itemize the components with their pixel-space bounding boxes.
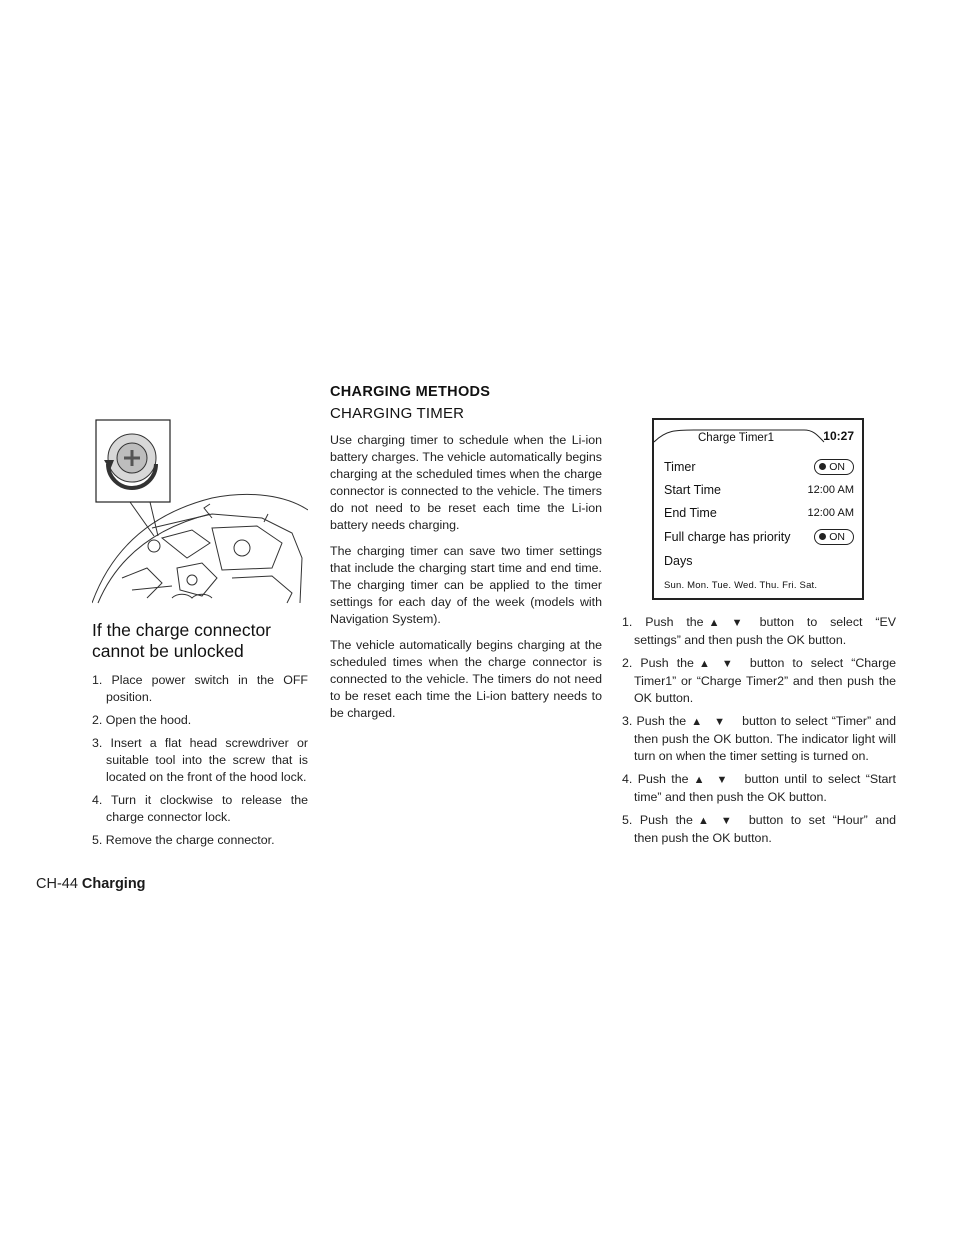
paragraph: The charging timer can save two timer settings that include the charging start time and end time. The charging timer can be applied to the timer settings for each day of the week (models with Navigation System).: [330, 544, 602, 626]
step-number: 3.: [622, 714, 633, 728]
left-column: [92, 418, 308, 855]
row-value: 12:00 AM: [807, 484, 854, 496]
charge-connector-lock-illustration: [92, 418, 308, 606]
step-text: Push the: [636, 714, 687, 728]
section-name: Charging: [81, 876, 146, 892]
step-text: Push the: [637, 772, 689, 786]
priority-on-indicator: ON: [814, 529, 854, 545]
start-time-row: [664, 481, 854, 501]
triangle-down-icon: ▼: [731, 617, 755, 629]
row-label: Timer: [664, 460, 696, 474]
step-number: 2.: [622, 656, 633, 670]
charging-timer-heading: CHARGING TIMER: [330, 405, 465, 422]
days-list: Sun. Mon. Tue. Wed. Thu. Fri. Sat.: [664, 580, 818, 591]
triangle-up-icon: ▲: [697, 815, 721, 827]
page-number: CH-44: [36, 876, 78, 892]
timer-on-indicator: ON: [814, 459, 854, 475]
list-item: 3. Insert a flat head screwdriver or suitable tool into the screw that is located on the front of the hood lock.: [92, 736, 308, 784]
end-time-row: [664, 504, 854, 524]
triangle-down-icon: ▼: [720, 815, 744, 827]
step-text: button to select “Timer” and then push the OK button. The indicator light will turn on when the timer setting is turned on.: [634, 714, 896, 763]
step-text: Push the: [645, 615, 704, 629]
triangle-down-icon: ▼: [716, 774, 740, 786]
step-text: button to select “Charge Timer1” or “Charge Timer2” and then push the OK button.: [634, 656, 896, 705]
triangle-down-icon: ▼: [721, 658, 745, 670]
paragraph: Use charging timer to schedule when the Li-ion battery charges. The vehicle automatically begins charging at the scheduled times when the charge connector is connected to the vehicle. The timers do not need to be reset each time the Li-ion battery needs charging.: [330, 433, 602, 532]
up-down-arrows: [693, 813, 749, 830]
right-column: [622, 418, 896, 853]
screen-clock: 10:27: [823, 429, 854, 443]
step-number: 4.: [622, 772, 633, 786]
middle-column: [330, 384, 602, 731]
cannot-unlock-heading: If the charge connector cannot be unlocked: [92, 620, 271, 661]
timer-row: [664, 458, 854, 478]
list-item: 4. Turn it clockwise to release the charge connector lock.: [92, 793, 308, 824]
up-down-arrows: [686, 714, 742, 731]
row-value: 12:00 AM: [807, 507, 854, 519]
row-label: Start Time: [664, 483, 721, 497]
triangle-up-icon: ▲: [699, 658, 722, 670]
list-item: [622, 812, 896, 847]
page-footer: [36, 876, 146, 892]
charge-timer-screen: [652, 418, 864, 600]
screen-title: Charge Timer1: [698, 432, 775, 444]
row-label: Full charge has priority: [664, 530, 791, 544]
full-charge-priority-row: [664, 528, 854, 548]
row-label: Days: [664, 554, 693, 568]
list-item: [622, 713, 896, 765]
triangle-up-icon: ▲: [708, 617, 732, 629]
triangle-up-icon: ▲: [693, 774, 717, 786]
list-item: [622, 614, 896, 649]
step-text: button to select “EV settings” and then push the OK button.: [634, 615, 896, 647]
unlock-steps: [92, 672, 308, 849]
list-item: [622, 771, 896, 806]
up-down-arrows: [694, 656, 750, 673]
up-down-arrows: [704, 615, 760, 632]
step-number: 1.: [622, 615, 633, 629]
paragraph: The vehicle automatically begins charging at the scheduled times when the charge connector is connected to the vehicle. The timers do not need to be reset each time the Li-ion battery needs to be charged.: [330, 638, 602, 720]
step-text: button to set “Hour” and then push the OK button.: [634, 813, 896, 845]
list-item: 1. Place power switch in the OFF position.: [92, 673, 308, 704]
list-item: 2. Open the hood.: [92, 713, 192, 727]
days-row: [664, 552, 854, 572]
up-down-arrows: [689, 772, 745, 789]
triangle-down-icon: ▼: [714, 716, 738, 728]
row-label: End Time: [664, 506, 717, 520]
charging-methods-heading: CHARGING METHODS: [330, 384, 491, 400]
list-item: [622, 655, 896, 707]
step-number: 5.: [622, 813, 633, 827]
step-text: Push the: [639, 813, 693, 827]
list-item: 5. Remove the charge connector.: [92, 833, 275, 847]
step-text: Push the: [640, 656, 694, 670]
triangle-up-icon: ▲: [691, 716, 715, 728]
step-text: button until to select “Start time” and then push the OK button.: [634, 772, 896, 804]
